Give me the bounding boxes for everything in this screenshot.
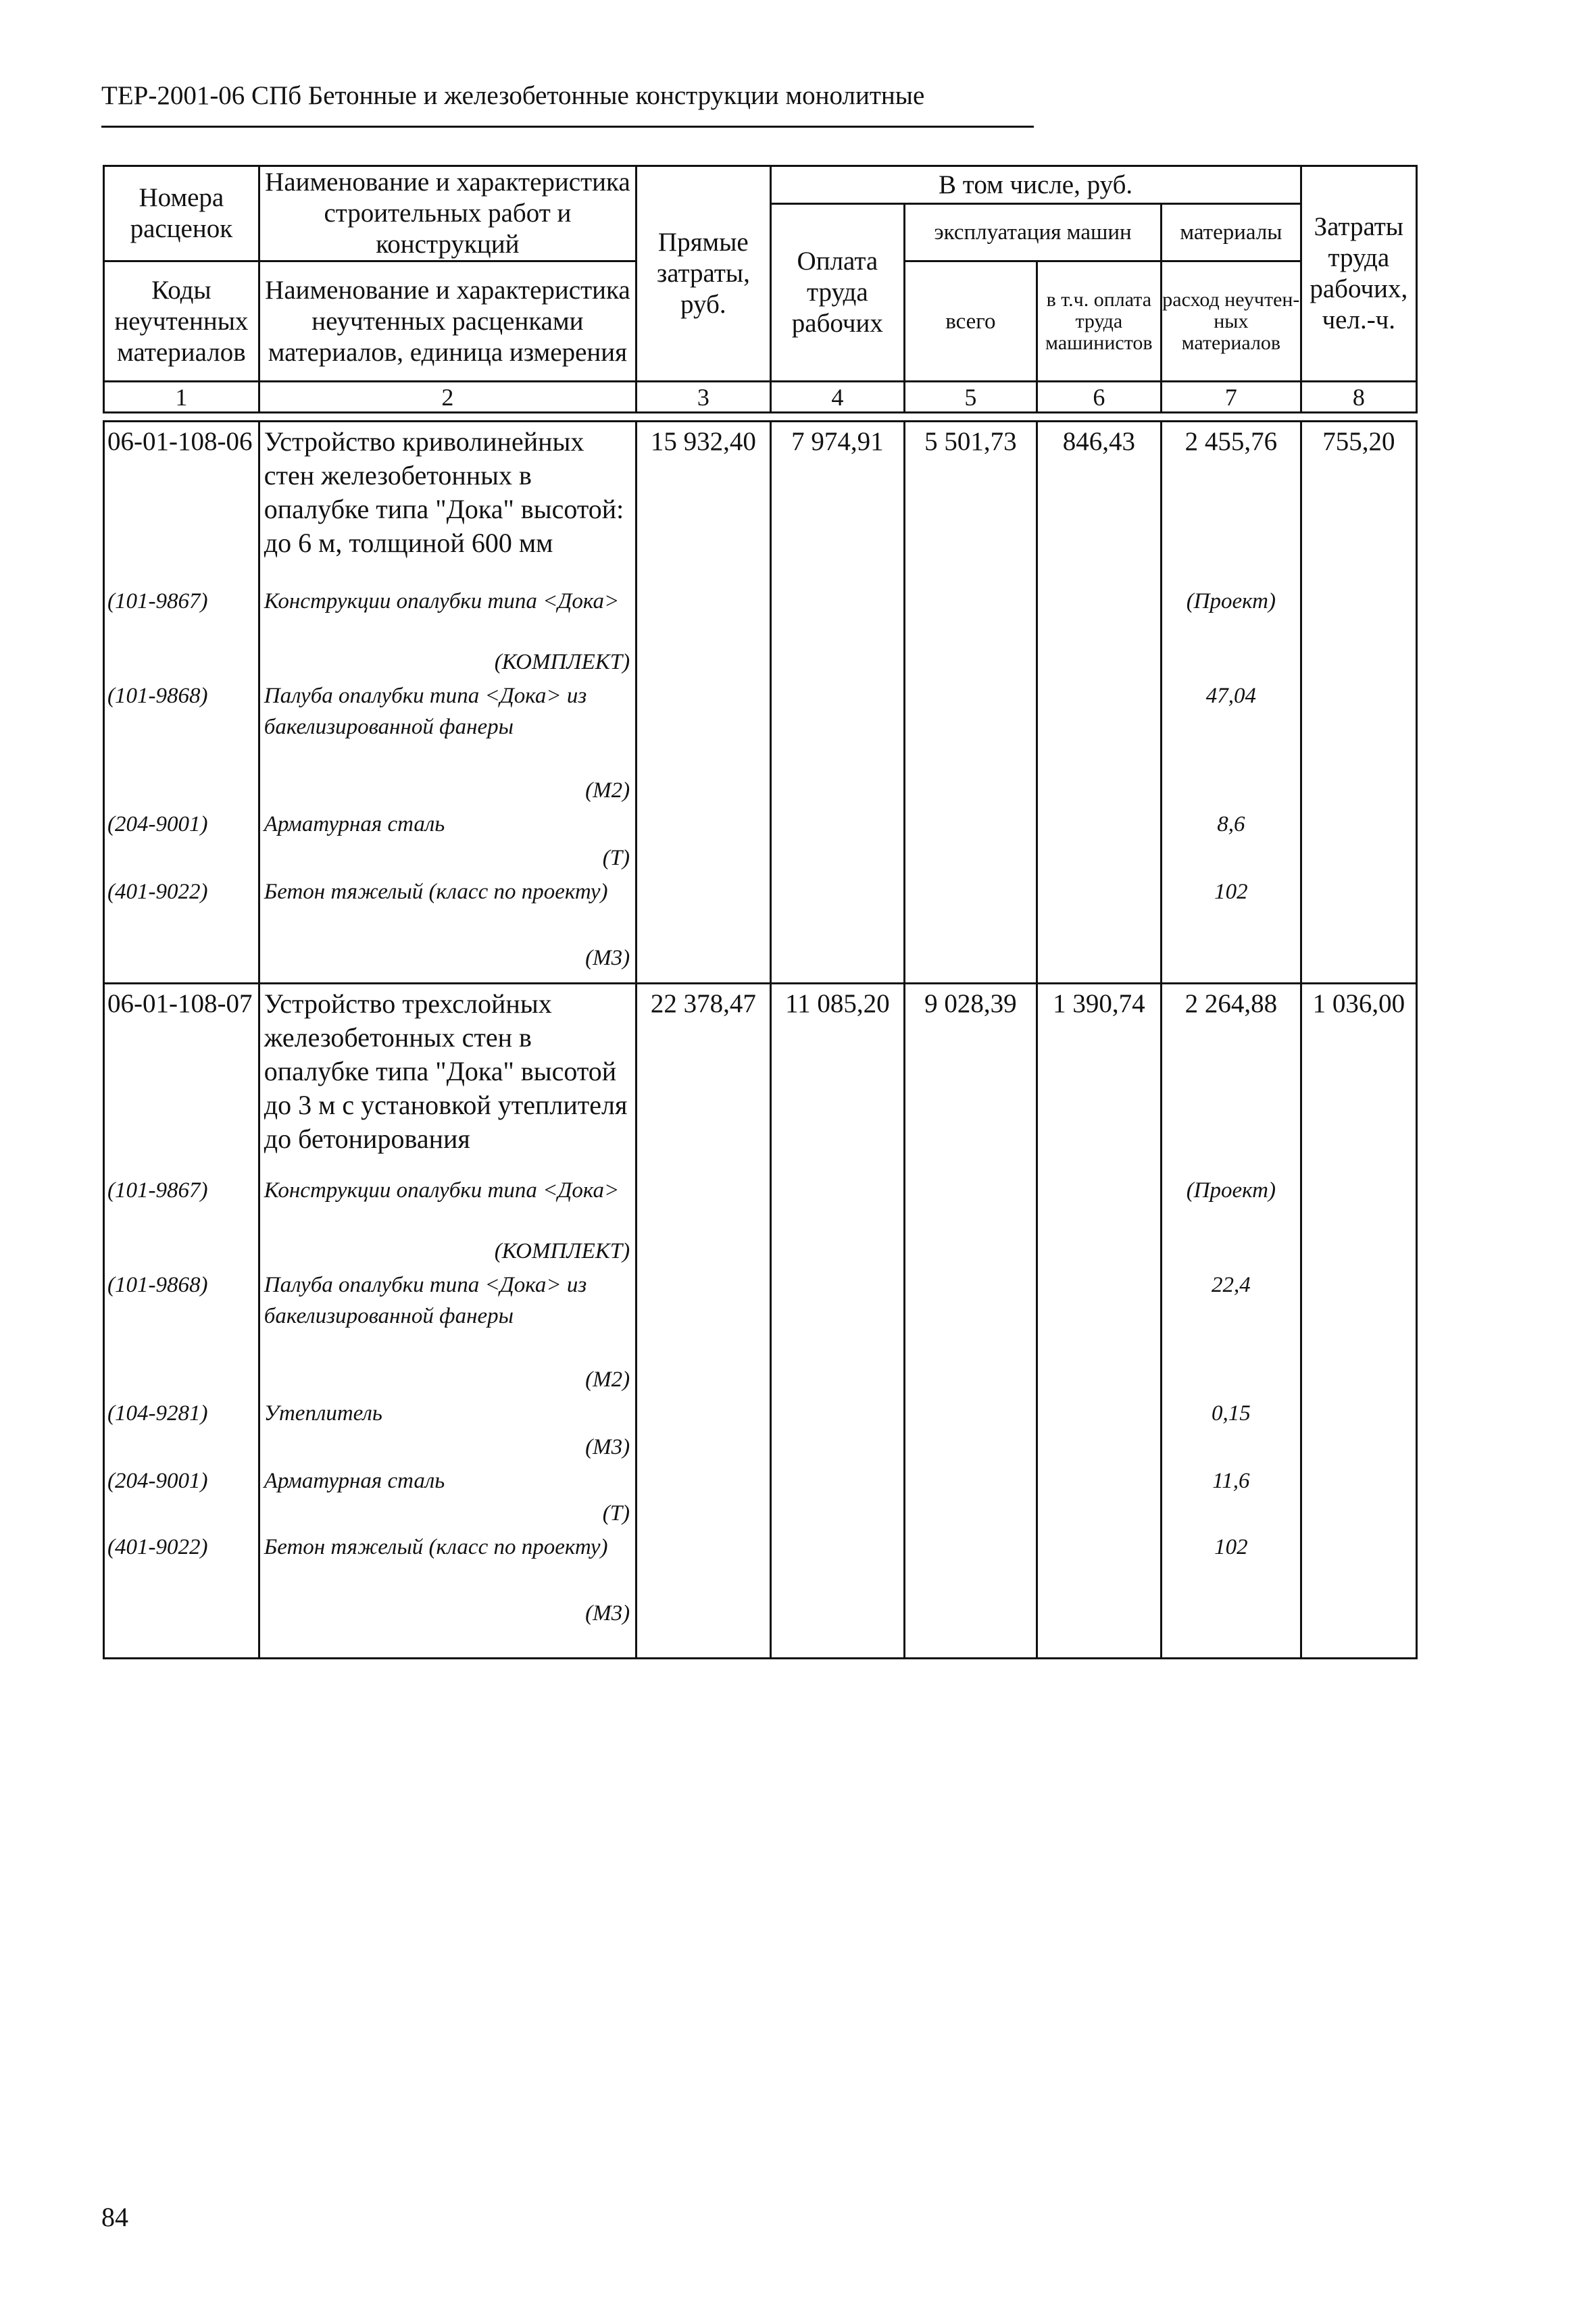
material-qty: (Проект) xyxy=(1186,1178,1276,1203)
materials-cost: 2 455,76 xyxy=(1184,427,1278,456)
header-unaccounted-materials: расход неучтен-ных материалов xyxy=(1162,261,1301,382)
material-name: Арматурная сталь xyxy=(264,812,445,836)
material-qty: 22,4 xyxy=(1211,1273,1251,1297)
material-name: Палуба опалубки типа <Дока> из бакелизированной фанеры xyxy=(264,684,587,739)
material-qty: 11,6 xyxy=(1212,1469,1250,1493)
header-labor-pay: Оплата труда рабочих xyxy=(770,204,905,382)
rate-name: Устройство криволинейных стен железобетонных в опалубке типа "Дока" высотой: до 6 м, толщиной 600 мм xyxy=(264,426,624,558)
title-underline xyxy=(101,126,1034,128)
col-number: 1 xyxy=(104,382,259,413)
labor-pay: 7 974,91 xyxy=(791,427,884,456)
material-qty: 47,04 xyxy=(1205,684,1256,708)
material-code: (401-9022) xyxy=(107,880,208,904)
material-name: Конструкции опалубки типа <Дока> xyxy=(264,589,620,613)
header-machines-group: эксплуатация машин xyxy=(905,204,1162,261)
header-machinist-pay: в т.ч. оплата труда машинистов xyxy=(1037,261,1161,382)
machinist-pay: 1 390,74 xyxy=(1053,989,1145,1018)
material-name: Палуба опалубки типа <Дока> из бакелизированной фанеры xyxy=(264,1273,587,1328)
material-unit: (КОМПЛЕКТ) xyxy=(494,1239,630,1263)
header-material-names: Наименование и характеристика неучтенных расценками материалов, единица измерения xyxy=(259,261,636,382)
material-name: Конструкции опалубки типа <Дока> xyxy=(264,1178,620,1203)
material-code: (401-9022) xyxy=(107,1535,208,1559)
material-unit: (М3) xyxy=(585,1435,630,1459)
material-unit: (М2) xyxy=(585,778,630,803)
material-unit: (Т) xyxy=(602,1501,630,1526)
material-code: (101-9867) xyxy=(107,589,208,613)
labor-hours: 755,20 xyxy=(1322,427,1395,456)
col-number: 3 xyxy=(637,382,771,413)
machines-total: 5 501,73 xyxy=(924,427,1017,456)
rate-code: 06-01-108-07 xyxy=(107,989,253,1018)
col-number: 8 xyxy=(1301,382,1416,413)
material-code: (204-9001) xyxy=(107,812,208,836)
direct-cost: 15 932,40 xyxy=(650,427,756,456)
machinist-pay: 846,43 xyxy=(1062,427,1135,456)
rate-name: Устройство трехслойных железобетонных стен в опалубке типа "Дока" высотой до 3 м с установкой утеплителя до бетонирования xyxy=(264,988,628,1154)
material-unit: (КОМПЛЕКТ) xyxy=(494,650,630,674)
material-unit: (М2) xyxy=(585,1367,630,1392)
material-qty: 102 xyxy=(1214,1535,1248,1559)
material-name: Утеплитель xyxy=(264,1401,382,1426)
col-number: 4 xyxy=(770,382,905,413)
table-row xyxy=(104,984,1417,1659)
header-rate-numbers: Номера расценок xyxy=(104,166,259,261)
rates-table xyxy=(103,420,1418,1659)
header-work-name: Наименование и характеристика строительных работ и конструкций xyxy=(259,166,636,261)
machines-total: 9 028,39 xyxy=(924,989,1017,1018)
material-name: Бетон тяжелый (класс по проекту) xyxy=(264,1535,608,1559)
col-number: 2 xyxy=(259,382,636,413)
material-code: (104-9281) xyxy=(107,1401,208,1426)
col-number: 6 xyxy=(1037,382,1161,413)
labor-hours: 1 036,00 xyxy=(1312,989,1405,1018)
header-direct-costs: Прямые затраты, руб. xyxy=(637,166,771,382)
material-qty: 8,6 xyxy=(1217,812,1245,836)
header-machines-total: всего xyxy=(905,261,1037,382)
header-material-codes: Коды неучтенных материалов xyxy=(104,261,259,382)
material-unit: (Т) xyxy=(602,846,630,870)
materials-cost: 2 264,88 xyxy=(1184,989,1278,1018)
material-name: Арматурная сталь xyxy=(264,1469,445,1493)
document-title: ТЕР-2001-06 СПб Бетонные и железобетонные конструкции монолитные xyxy=(101,81,925,110)
direct-cost: 22 378,47 xyxy=(650,989,756,1018)
header-labor-hours: Затраты труда рабочих, чел.-ч. xyxy=(1301,166,1416,382)
header-table xyxy=(103,165,1418,413)
col-number: 7 xyxy=(1162,382,1301,413)
material-code: (101-9868) xyxy=(107,1273,208,1297)
material-unit: (М3) xyxy=(585,1601,630,1626)
material-qty: 0,15 xyxy=(1211,1401,1251,1426)
col-number: 5 xyxy=(905,382,1037,413)
material-qty: 102 xyxy=(1214,880,1248,904)
material-code: (101-9867) xyxy=(107,1178,208,1203)
header-materials-group: материалы xyxy=(1162,204,1301,261)
table-row xyxy=(104,422,1417,984)
material-qty: (Проект) xyxy=(1186,589,1276,613)
material-code: (204-9001) xyxy=(107,1469,208,1493)
rate-code: 06-01-108-06 xyxy=(107,427,253,456)
labor-pay: 11 085,20 xyxy=(785,989,890,1018)
page-number: 84 xyxy=(101,2202,128,2232)
header-including: В том числе, руб. xyxy=(770,166,1301,204)
material-code: (101-9868) xyxy=(107,684,208,708)
material-unit: (М3) xyxy=(585,946,630,970)
material-name: Бетон тяжелый (класс по проекту) xyxy=(264,880,608,904)
